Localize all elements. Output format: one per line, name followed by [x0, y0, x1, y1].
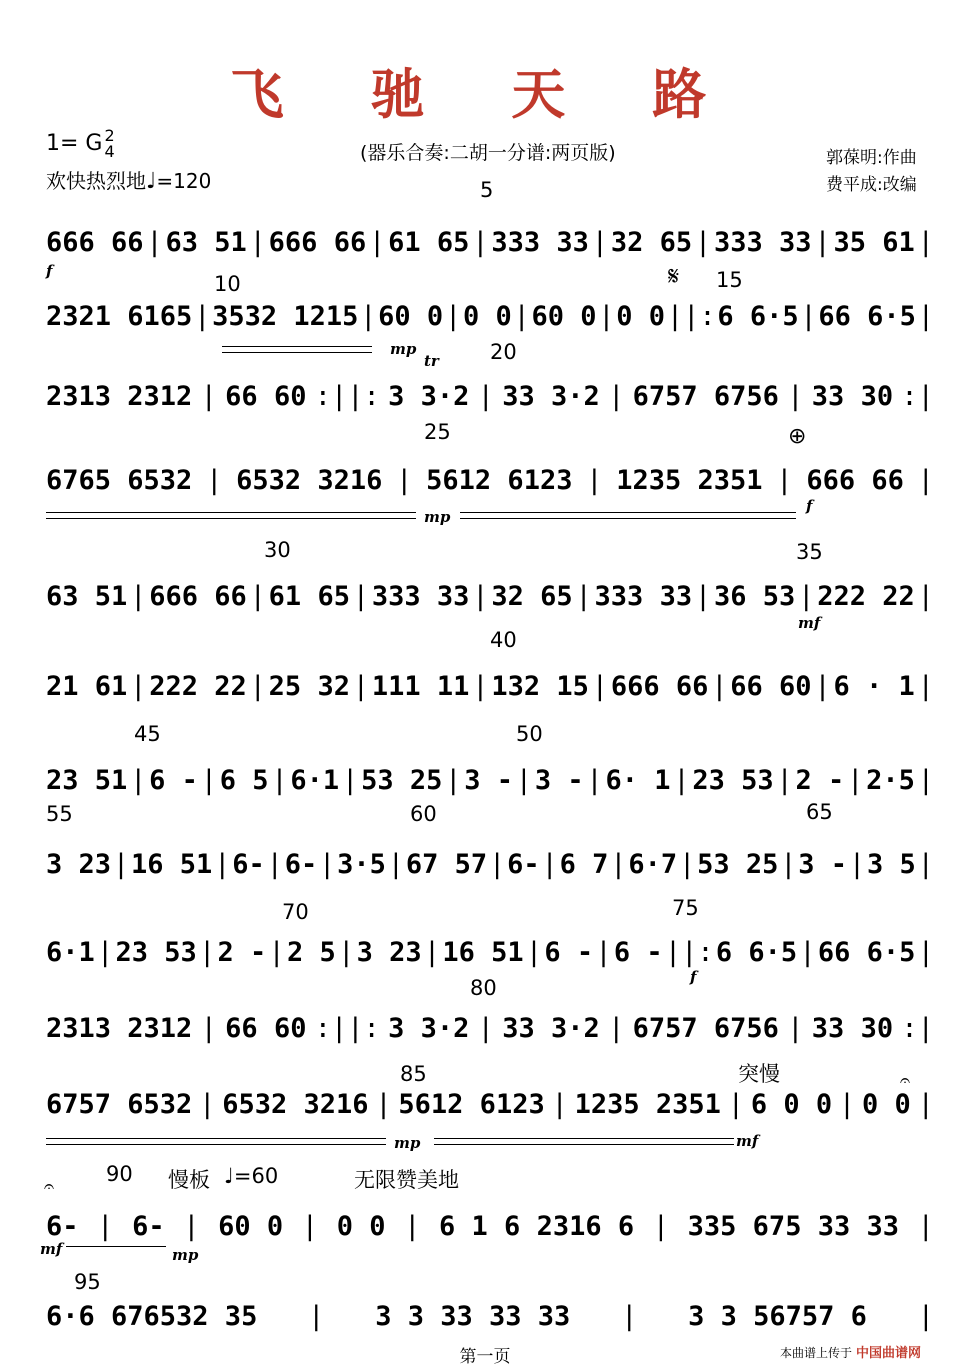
- measure-number: 45: [134, 722, 161, 746]
- staff-line-12: [46, 1206, 934, 1246]
- barline: |: [917, 936, 934, 968]
- upload-note: [780, 1342, 921, 1361]
- barline: |: [146, 226, 163, 258]
- barline: |: [369, 226, 386, 258]
- note-group: 2·5: [866, 764, 915, 796]
- note-group: 0 0: [616, 300, 666, 332]
- barline: |: [301, 1210, 319, 1242]
- key-text: 1= G: [46, 131, 103, 156]
- note-group: 6·1: [46, 936, 95, 968]
- barline: |: [595, 936, 612, 968]
- barline: |: [917, 1210, 934, 1242]
- measure-number: 65: [806, 800, 833, 824]
- barline: |: [97, 936, 114, 968]
- barline: |: [917, 1300, 934, 1332]
- note-group: 6757 6532: [46, 1088, 193, 1120]
- barline: |: [200, 380, 217, 412]
- note-group: 3 3 56757 6: [688, 1300, 867, 1332]
- barline: |: [387, 848, 405, 880]
- barline: |: [591, 670, 608, 702]
- barline: |: [694, 226, 712, 258]
- note-group: 2313 2312: [46, 380, 193, 412]
- page-footer: 第一页: [459, 1347, 511, 1367]
- composer-credit: 郭葆明:作曲: [826, 148, 917, 168]
- barline: |: [800, 300, 817, 332]
- note-group: 23 51: [46, 764, 128, 796]
- note-group: 0 0: [336, 1210, 386, 1242]
- note-group: 6532 3216: [236, 464, 383, 496]
- note-group: 32 65: [491, 580, 573, 612]
- note-group: 21 61: [46, 670, 128, 702]
- staff-line-10: [46, 1008, 934, 1048]
- barline: |: [183, 1210, 200, 1242]
- measure-number: 30: [264, 538, 291, 562]
- barline: |: [694, 580, 712, 612]
- measure-number: 80: [470, 976, 497, 1000]
- note-group: 333 33: [371, 580, 470, 612]
- note-group: 6532 3216: [222, 1088, 369, 1120]
- note-group: 61 65: [388, 226, 470, 258]
- note-group: 6 1 6 2316 6: [439, 1210, 635, 1242]
- note-group: 3 3·2: [388, 1012, 470, 1044]
- slow-tempo-marking: [224, 1164, 278, 1188]
- note-group: 222 22: [149, 670, 247, 702]
- note-group: 63 51: [165, 226, 247, 258]
- barline: |: [396, 464, 413, 496]
- note-group: 3 3·2: [388, 380, 470, 412]
- note-group: 335 675 33 33: [687, 1210, 899, 1242]
- note-group: 23 53: [115, 936, 197, 968]
- note-group: 3 23: [46, 848, 112, 880]
- note-group: 3 -: [464, 764, 513, 796]
- barline: |: [194, 300, 211, 332]
- note-group: 66 60: [225, 1012, 307, 1044]
- barline: |: [814, 670, 831, 702]
- barline: ||:: [666, 300, 716, 332]
- barline: |: [472, 670, 489, 702]
- measure-number: 60: [410, 802, 437, 826]
- note-group: 3 3 33 33 33: [375, 1300, 571, 1332]
- tempo-bpm: =120: [156, 169, 212, 193]
- note-group: 60 0: [378, 300, 444, 332]
- slow-marking: 慢板: [168, 1168, 210, 1192]
- note-group: 666 66: [46, 226, 144, 258]
- barline: |: [917, 670, 934, 702]
- barline: |: [308, 1300, 325, 1332]
- note-group: 33 3·2: [502, 380, 600, 412]
- note-group: 3 5: [867, 848, 916, 880]
- note-group: 2321 6165: [46, 300, 193, 332]
- barline: |: [477, 1012, 494, 1044]
- measure-number: 50: [516, 722, 543, 746]
- barline: |: [206, 464, 223, 496]
- barline: |: [214, 848, 231, 880]
- barline: |: [608, 1012, 625, 1044]
- dynamic-forte: f: [46, 262, 53, 280]
- barline: :|: [901, 1012, 934, 1044]
- barline: |: [917, 848, 934, 880]
- tempo-marking: [46, 165, 211, 194]
- fermata-icon: 𝄐: [44, 1176, 55, 1197]
- barline: |: [375, 1088, 392, 1120]
- note-group: 6 -: [149, 764, 198, 796]
- dynamic-mezzo-forte: mf: [736, 1132, 759, 1150]
- measure-number: 35: [796, 540, 823, 564]
- note-group: 6 6·5: [717, 300, 799, 332]
- note-group: 5612 6123: [398, 1088, 545, 1120]
- barline: |: [249, 670, 266, 702]
- note-group: 6757 6756: [632, 1012, 779, 1044]
- dynamic-mezzo-piano: mp: [390, 340, 417, 358]
- barline: |: [847, 764, 864, 796]
- barline: |: [97, 1210, 114, 1242]
- note-group: 132 15: [491, 670, 589, 702]
- note-group: 333 33: [714, 226, 812, 258]
- barline: |: [423, 936, 441, 968]
- subtitle: (器乐合奏:二胡一分谱:两页版): [360, 142, 616, 164]
- note-group: 6· 1: [605, 764, 671, 796]
- note-group: 6 7: [559, 848, 609, 880]
- barline: |: [130, 580, 147, 612]
- note-group: 6 -: [544, 936, 594, 968]
- barline: |: [112, 848, 130, 880]
- slow-tempo-bpm: =60: [233, 1164, 279, 1188]
- barline: |: [477, 380, 494, 412]
- barline: |: [515, 764, 533, 796]
- note-group: 2 -: [795, 764, 845, 796]
- barline: |: [319, 848, 336, 880]
- staff-line-11: [46, 1084, 934, 1124]
- staff-line-6: [46, 666, 934, 706]
- key-signature: [46, 128, 115, 160]
- dynamic-mezzo-forte: mf: [40, 1240, 63, 1258]
- barline: |: [271, 764, 288, 796]
- barline: |: [472, 580, 489, 612]
- arranger-credit: 费平成:改编: [826, 175, 917, 195]
- note-group: 63 51: [46, 580, 128, 612]
- dynamic-forte: f: [690, 968, 697, 986]
- note-group: 67 57: [405, 848, 488, 880]
- note-group: 6-: [132, 1210, 165, 1242]
- trill-marking: tr: [424, 352, 439, 370]
- note-group: 66 60: [225, 380, 307, 412]
- measure-number: 40: [490, 628, 517, 652]
- barline: |: [917, 464, 934, 496]
- note-group: 6757 6756: [632, 380, 779, 412]
- barline: |: [249, 580, 266, 612]
- note-group: 60 0: [531, 300, 597, 332]
- measure-number: 20: [490, 340, 517, 364]
- barline: |: [551, 1088, 568, 1120]
- barline: |: [652, 1210, 670, 1242]
- barline: :||:: [314, 1012, 380, 1044]
- crescendo-line: [46, 1144, 386, 1145]
- barline: |: [199, 936, 216, 968]
- upload-text: 本曲谱上传于: [780, 1346, 853, 1360]
- staff-line-8: [46, 844, 934, 884]
- note-group: 5612 6123: [426, 464, 573, 496]
- note-group: 6·7: [628, 848, 678, 880]
- barline: |: [776, 464, 793, 496]
- barline: |: [608, 380, 625, 412]
- measure-number: 5: [480, 178, 494, 202]
- note-group: 666 66: [149, 580, 247, 612]
- note-group: 333 33: [491, 226, 589, 258]
- barline: |: [489, 848, 506, 880]
- dynamic-mezzo-forte: mf: [798, 614, 821, 632]
- note-group: 6 6·5: [715, 936, 798, 968]
- page-title: 飞 驰 天 路: [229, 63, 741, 126]
- barline: |: [360, 300, 377, 332]
- barline: |: [917, 764, 934, 796]
- barline: |: [799, 936, 816, 968]
- site-logo: 中国曲谱网: [856, 1346, 922, 1361]
- note-group: 0 0: [462, 300, 512, 332]
- note-group: 666 66: [268, 226, 367, 258]
- measure-number: 95: [74, 1270, 101, 1294]
- crescendo-line: [46, 1138, 386, 1139]
- note-group: 111 11: [371, 670, 470, 702]
- expression-text: 欢快热烈地: [46, 169, 146, 193]
- time-numerator: 2: [104, 126, 115, 145]
- barline: |: [727, 1088, 744, 1120]
- fermata-icon: 𝄐: [900, 1070, 911, 1091]
- barline: |: [838, 1088, 856, 1120]
- note-group: 3 -: [798, 848, 848, 880]
- barline: |: [598, 300, 615, 332]
- barline: |: [917, 300, 934, 332]
- note-group: 1235 2351: [616, 464, 763, 496]
- barline: |: [591, 226, 608, 258]
- diminuendo-line: [434, 1144, 734, 1145]
- dynamic-mezzo-piano: mp: [394, 1134, 421, 1152]
- note-group: 222 22: [817, 580, 915, 612]
- barline: |: [404, 1210, 421, 1242]
- barline: |: [610, 848, 627, 880]
- barline: |: [673, 764, 690, 796]
- diminuendo-line: [460, 518, 796, 519]
- coda-icon: ⊕: [788, 424, 807, 449]
- note-group: 3 23: [356, 936, 422, 968]
- note-group: 3 -: [534, 764, 584, 796]
- diminuendo-line: [460, 512, 796, 513]
- measure-number: 90: [106, 1162, 133, 1186]
- crescendo-line: [46, 518, 416, 519]
- note-group: 6·6 676532 35: [46, 1300, 258, 1332]
- barline: |: [798, 580, 815, 612]
- barline: |: [780, 848, 797, 880]
- note-group: 53 25: [361, 764, 443, 796]
- time-signature: [104, 128, 114, 160]
- note-group: 2313 2312: [46, 1012, 193, 1044]
- note-group: 66 6·5: [817, 936, 916, 968]
- note-group: 66 6·5: [818, 300, 916, 332]
- note-group: 23 53: [692, 764, 774, 796]
- barline: |: [525, 936, 543, 968]
- quarter-note-icon: ♩: [224, 1164, 234, 1188]
- barline: |: [445, 764, 462, 796]
- barline: |: [342, 764, 359, 796]
- barline: |: [848, 848, 866, 880]
- note-group: 6-: [46, 1210, 79, 1242]
- barline: |: [338, 936, 355, 968]
- expression-marking: 无限赞美地: [354, 1168, 459, 1192]
- measure-number: 10: [214, 272, 241, 296]
- barline: |: [249, 226, 266, 258]
- note-group: 6 · 1: [833, 670, 915, 702]
- note-group: 666 66: [610, 670, 709, 702]
- note-group: 16 51: [130, 848, 213, 880]
- staff-line-1: [46, 222, 934, 262]
- measure-number: 15: [716, 268, 743, 292]
- barline: :|: [901, 380, 934, 412]
- barline: |: [917, 1088, 934, 1120]
- note-group: 333 33: [594, 580, 693, 612]
- note-group: 32 65: [610, 226, 693, 258]
- measure-number: 85: [400, 1062, 427, 1086]
- barline: |: [541, 848, 558, 880]
- note-group: 25 32: [268, 670, 350, 702]
- staff-line-2: [46, 296, 934, 336]
- staff-line-4: [46, 460, 934, 500]
- sudden-slow-marking: 突慢: [738, 1062, 780, 1086]
- note-group: 666 66: [806, 464, 904, 496]
- barline: |: [199, 1088, 216, 1120]
- staff-line-5: [46, 576, 934, 616]
- barline: |: [266, 848, 283, 880]
- barline: |: [776, 764, 793, 796]
- barline: |: [678, 848, 696, 880]
- note-group: 1235 2351: [574, 1088, 721, 1120]
- barline: |: [200, 764, 217, 796]
- barline: |: [444, 300, 462, 332]
- note-group: 2 -: [217, 936, 267, 968]
- barline: |: [130, 764, 147, 796]
- barline: |: [130, 670, 147, 702]
- barline: |: [575, 580, 592, 612]
- note-group: 36 53: [714, 580, 796, 612]
- quarter-note-icon: ♩: [146, 169, 157, 194]
- crescendo-line: [222, 352, 372, 353]
- barline: |: [814, 226, 831, 258]
- note-group: 60 0: [218, 1210, 284, 1242]
- measure-number: 25: [424, 420, 451, 444]
- barline: |: [586, 764, 603, 796]
- barline: |: [586, 464, 603, 496]
- diminuendo-line: [66, 1246, 166, 1247]
- note-group: 61 65: [268, 580, 350, 612]
- barline: |: [711, 670, 728, 702]
- note-group: 6-: [284, 848, 318, 880]
- note-group: 66 60: [730, 670, 812, 702]
- barline: |: [352, 580, 370, 612]
- note-group: 16 51: [442, 936, 524, 968]
- note-group: 6·1: [290, 764, 340, 796]
- barline: |: [621, 1300, 638, 1332]
- staff-line-13: [46, 1296, 934, 1336]
- note-group: 33 3·2: [502, 1012, 600, 1044]
- barline: |: [513, 300, 530, 332]
- note-group: 3·5: [337, 848, 386, 880]
- dynamic-mezzo-piano: mp: [172, 1246, 199, 1264]
- note-group: 33 30: [811, 1012, 894, 1044]
- note-group: 6765 6532: [46, 464, 193, 496]
- barline: |: [352, 670, 370, 702]
- barline: |: [268, 936, 285, 968]
- note-group: 6-: [507, 848, 540, 880]
- barline: |: [787, 1012, 804, 1044]
- diminuendo-line: [434, 1138, 734, 1139]
- dynamic-mezzo-piano: mp: [424, 508, 451, 526]
- note-group: 6-: [232, 848, 265, 880]
- barline: :||:: [314, 380, 380, 412]
- barline: |: [917, 226, 934, 258]
- staff-line-9: [46, 932, 934, 972]
- dynamic-forte: f: [806, 497, 813, 515]
- note-group: 6 -: [613, 936, 663, 968]
- note-group: 6 0 0: [750, 1088, 833, 1120]
- barline: ||:: [664, 936, 714, 968]
- crescendo-line: [46, 512, 416, 513]
- note-group: 33 30: [811, 380, 894, 412]
- note-group: 3532 1215: [212, 300, 359, 332]
- time-denominator: 4: [104, 142, 115, 161]
- staff-line-7: [46, 760, 934, 800]
- measure-number: 70: [282, 900, 309, 924]
- measure-number: 55: [46, 802, 73, 826]
- note-group: 35 61: [833, 226, 915, 258]
- note-group: 53 25: [697, 848, 779, 880]
- barline: |: [472, 226, 489, 258]
- crescendo-line: [222, 346, 372, 347]
- note-group: 6 5: [219, 764, 269, 796]
- note-group: 2 5: [287, 936, 336, 968]
- measure-number: 75: [672, 896, 699, 920]
- barline: |: [917, 580, 934, 612]
- staff-line-3: [46, 376, 934, 416]
- barline: |: [200, 1012, 217, 1044]
- segno-icon: 𝄋: [668, 262, 680, 292]
- barline: |: [787, 380, 804, 412]
- note-group: 0 0: [861, 1088, 911, 1120]
